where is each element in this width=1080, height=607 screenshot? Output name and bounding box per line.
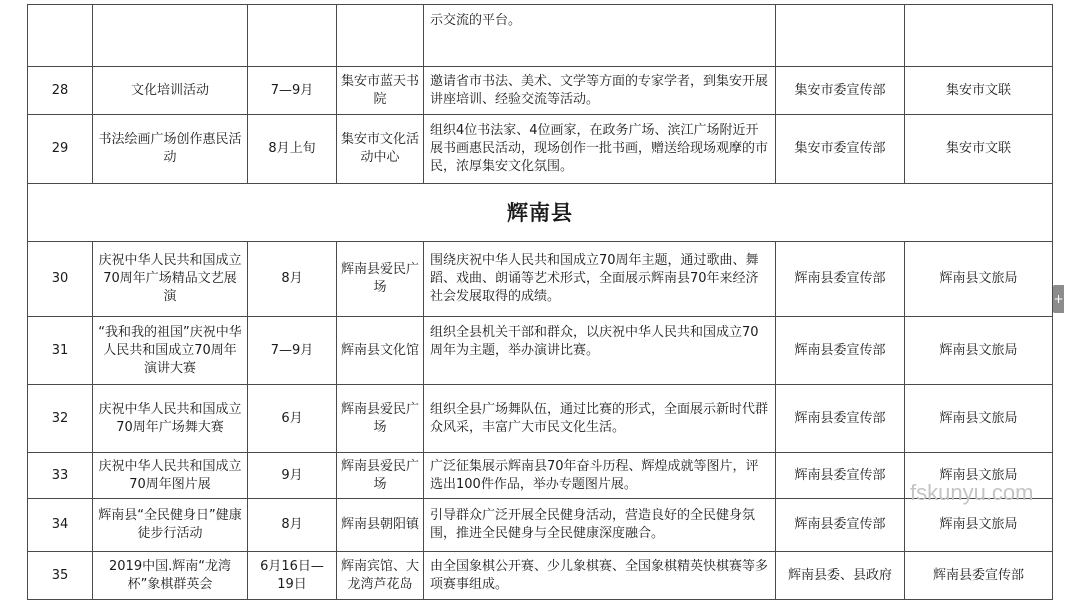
row-number: 30 <box>28 242 93 317</box>
activity-name: 庆祝中华人民共和国成立70周年广场舞大赛 <box>93 385 248 453</box>
organizer: 集安市委宣传部 <box>776 67 905 115</box>
table-row <box>28 242 1053 317</box>
row-number: 29 <box>28 115 93 184</box>
activity-time: 8月 <box>248 242 337 317</box>
table-row <box>28 385 1053 453</box>
activity-content: 由全国象棋公开赛、少儿象棋赛、全国象棋精英快棋赛等多项赛事组成。 <box>424 552 776 600</box>
activity-place: 辉南县文化馆 <box>337 317 424 385</box>
activity-name: 辉南县“全民健身日”健康徒步行活动 <box>93 499 248 552</box>
row-number <box>28 5 93 67</box>
activity-place: 辉南县爱民广场 <box>337 385 424 453</box>
activity-name: 书法绘画广场创作惠民活动 <box>93 115 248 184</box>
activity-time: 8月上旬 <box>248 115 337 184</box>
host-unit <box>905 5 1053 67</box>
activity-name <box>93 5 248 67</box>
activity-content: 示交流的平台。 <box>424 5 776 67</box>
activity-place: 集安市蓝天书院 <box>337 67 424 115</box>
activity-content: 引导群众广泛开展全民健身活动，营造良好的全民健身氛围，推进全民健身与全民健康深度融合。 <box>424 499 776 552</box>
host-unit: 辉南县文旅局 <box>905 242 1053 317</box>
table-row <box>28 552 1053 600</box>
row-number: 34 <box>28 499 93 552</box>
table-row <box>28 115 1053 184</box>
activity-content: 组织4位书法家、4位画家，在政务广场、滨江广场附近开展书画惠民活动，现场创作一批书画，赠送给现场观摩的市民，浓厚集安文化氛围。 <box>424 115 776 184</box>
organizer: 辉南县委宣传部 <box>776 317 905 385</box>
section-title: 辉南县 <box>28 184 1053 242</box>
section-header-row <box>28 184 1053 242</box>
row-number: 33 <box>28 453 93 499</box>
activity-time: 8月 <box>248 499 337 552</box>
row-number: 32 <box>28 385 93 453</box>
activity-time: 9月 <box>248 453 337 499</box>
host-unit: 辉南县文旅局 <box>905 499 1053 552</box>
organizer: 集安市委宣传部 <box>776 115 905 184</box>
organizer: 辉南县委宣传部 <box>776 385 905 453</box>
activity-place: 集安市文化活动中心 <box>337 115 424 184</box>
activity-content: 组织全县广场舞队伍，通过比赛的形式，全面展示新时代群众风采，丰富广大市民文化生活。 <box>424 385 776 453</box>
host-unit: 集安市文联 <box>905 67 1053 115</box>
activity-content: 围绕庆祝中华人民共和国成立70周年主题，通过歌曲、舞蹈、戏曲、朗诵等艺术形式，全面展示辉南县70年来经济社会发展取得的成绩。 <box>424 242 776 317</box>
row-number: 28 <box>28 67 93 115</box>
table-row <box>28 5 1053 67</box>
host-unit: 辉南县委宣传部 <box>905 552 1053 600</box>
plus-icon: + <box>1053 292 1064 306</box>
host-unit: 集安市文联 <box>905 115 1053 184</box>
activity-content: 广泛征集展示辉南县70年奋斗历程、辉煌成就等图片，评选出100件作品，举办专题图片展。 <box>424 453 776 499</box>
activity-name: 庆祝中华人民共和国成立70周年图片展 <box>93 453 248 499</box>
activity-name: 文化培训活动 <box>93 67 248 115</box>
organizer: 辉南县委、县政府 <box>776 552 905 600</box>
activity-time: 6月16日—19日 <box>248 552 337 600</box>
events-table <box>27 4 1053 600</box>
activity-name: 庆祝中华人民共和国成立70周年广场精品文艺展演 <box>93 242 248 317</box>
row-number: 35 <box>28 552 93 600</box>
activity-time <box>248 5 337 67</box>
table-row <box>28 317 1053 385</box>
activity-time: 7—9月 <box>248 67 337 115</box>
activity-name: “我和我的祖国”庆祝中华人民共和国成立70周年演讲大赛 <box>93 317 248 385</box>
table-row <box>28 453 1053 499</box>
activity-content: 邀请省市书法、美术、文学等方面的专家学者，到集安开展讲座培训、经验交流等活动。 <box>424 67 776 115</box>
side-expand-tab[interactable] <box>1053 285 1064 313</box>
activity-content: 组织全县机关干部和群众，以庆祝中华人民共和国成立70周年为主题，举办演讲比赛。 <box>424 317 776 385</box>
table-row <box>28 67 1053 115</box>
organizer <box>776 5 905 67</box>
activity-name: 2019中国.辉南“龙湾杯”象棋群英会 <box>93 552 248 600</box>
activity-place: 辉南宾馆、大龙湾芦花岛 <box>337 552 424 600</box>
activity-time: 6月 <box>248 385 337 453</box>
table-row <box>28 499 1053 552</box>
host-unit: 辉南县文旅局 <box>905 385 1053 453</box>
activity-place <box>337 5 424 67</box>
site-watermark: fskunyu.com <box>910 480 1034 505</box>
activity-place: 辉南县爱民广场 <box>337 453 424 499</box>
host-unit: 辉南县文旅局 <box>905 317 1053 385</box>
activity-place: 辉南县爱民广场 <box>337 242 424 317</box>
activity-time: 7—9月 <box>248 317 337 385</box>
organizer: 辉南县委宣传部 <box>776 242 905 317</box>
host-unit: 辉南县文旅局 <box>905 453 1053 499</box>
row-number: 31 <box>28 317 93 385</box>
organizer: 辉南县委宣传部 <box>776 499 905 552</box>
activity-place: 辉南县朝阳镇 <box>337 499 424 552</box>
organizer: 辉南县委宣传部 <box>776 453 905 499</box>
